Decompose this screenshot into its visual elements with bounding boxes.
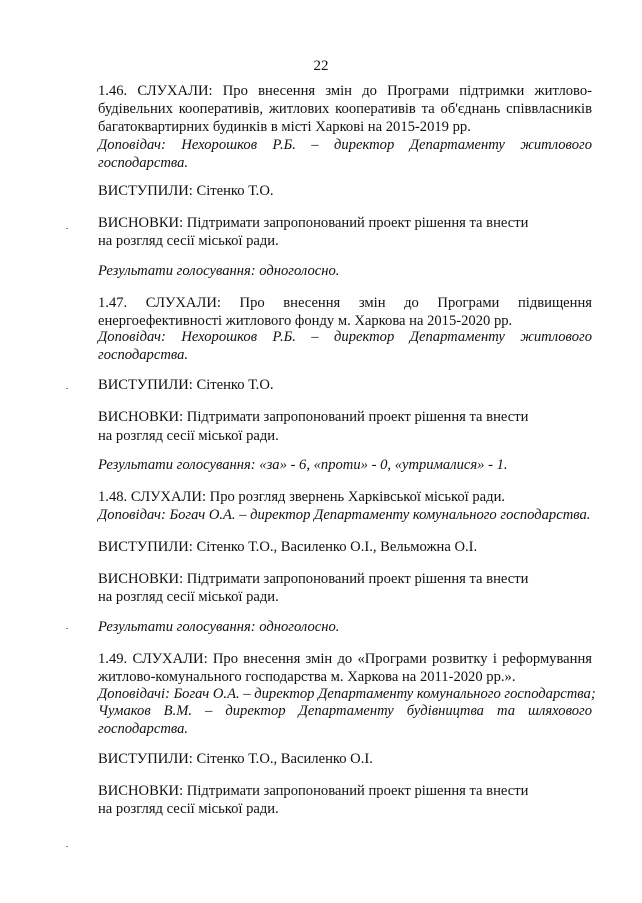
item-1-46-conclusion-line-1: ВИСНОВКИ: Підтримати запропонований проект рішення та внести [98,215,529,231]
item-1-49-speaker-line-2: Чумаков В.М. – директор Департаменту будівництва та шляхового [98,703,592,719]
item-1-49-conclusion-line-2: на розгляд сесії міської ради. [98,801,279,817]
item-1-49-conclusion-line-1: ВИСНОВКИ: Підтримати запропонований проект рішення та внести [98,783,529,799]
item-1-47-conclusion-line-2: на розгляд сесії міської ради. [98,428,279,444]
item-1-47-hear-line-1: 1.47. СЛУХАЛИ: Про внесення змін до Програми підвищення [98,295,592,311]
item-1-49-speaker-line-3: господарства. [98,721,189,737]
scan-mark [66,846,68,847]
item-1-46-conclusion-line-2: на розгляд сесії міської ради. [98,233,279,249]
item-1-48-hear-line-1: 1.48. СЛУХАЛИ: Про розгляд звернень Харківської міської ради. [98,489,506,505]
item-1-49-hear-line-2: житлово-комунального господарства м. Харкова на 2011-2020 рр.». [98,669,516,685]
item-1-46-speaker-line-1: Доповідач: Нехорошков Р.Б. – директор Департаменту житлового [98,137,592,153]
item-1-49-speaker-line-1: Доповідачі: Богач О.А. – директор Департаменту комунального господарства; [98,686,596,702]
item-1-47-speaker-line-2: господарства. [98,347,189,363]
item-1-49-spoke: ВИСТУПИЛИ: Сітенко Т.О., Василенко О.І. [98,751,373,767]
item-1-48-conclusion-line-2: на розгляд сесії міської ради. [98,589,279,605]
item-1-47-conclusion-line-1: ВИСНОВКИ: Підтримати запропонований проект рішення та внести [98,409,529,425]
item-1-47-hear-line-2: енергоефективності житлового фонду м. Харкова на 2015-2020 рр. [98,313,513,329]
item-1-46-hear-line-1: 1.46. СЛУХАЛИ: Про внесення змін до Програми підтримки житлово- [98,83,592,99]
item-1-48-speaker-line-1: Доповідач: Богач О.А. – директор Департаменту комунального господарства. [98,507,591,523]
item-1-46-hear-line-3: багатоквартирних будинків в місті Харкові на 2015-2019 рр. [98,119,471,135]
scan-mark [66,228,68,229]
item-1-48-conclusion-line-1: ВИСНОВКИ: Підтримати запропонований проект рішення та внести [98,571,529,587]
item-1-49-hear-line-1: 1.49. СЛУХАЛИ: Про внесення змін до «Програми розвитку і реформування [98,651,592,667]
scan-mark [66,388,68,389]
item-1-46-spoke: ВИСТУПИЛИ: Сітенко Т.О. [98,183,274,199]
item-1-48-spoke: ВИСТУПИЛИ: Сітенко Т.О., Василенко О.І., Вельможна О.І. [98,539,478,555]
page-number: 22 [313,58,329,74]
item-1-48-vote: Результати голосування: одноголосно. [98,619,340,635]
item-1-46-speaker-line-2: господарства. [98,155,189,171]
item-1-46-hear-line-2: будівельних кооперативів, житлових кооперативів та об'єднань співвласників [98,101,592,117]
item-1-47-vote: Результати голосування: «за» - 6, «проти» - 0, «утрималися» - 1. [98,457,508,473]
item-1-46-vote: Результати голосування: одноголосно. [98,263,340,279]
scan-mark [66,628,68,629]
item-1-47-spoke: ВИСТУПИЛИ: Сітенко Т.О. [98,377,274,393]
item-1-47-speaker-line-1: Доповідач: Нехорошков Р.Б. – директор Департаменту житлового [98,329,592,345]
